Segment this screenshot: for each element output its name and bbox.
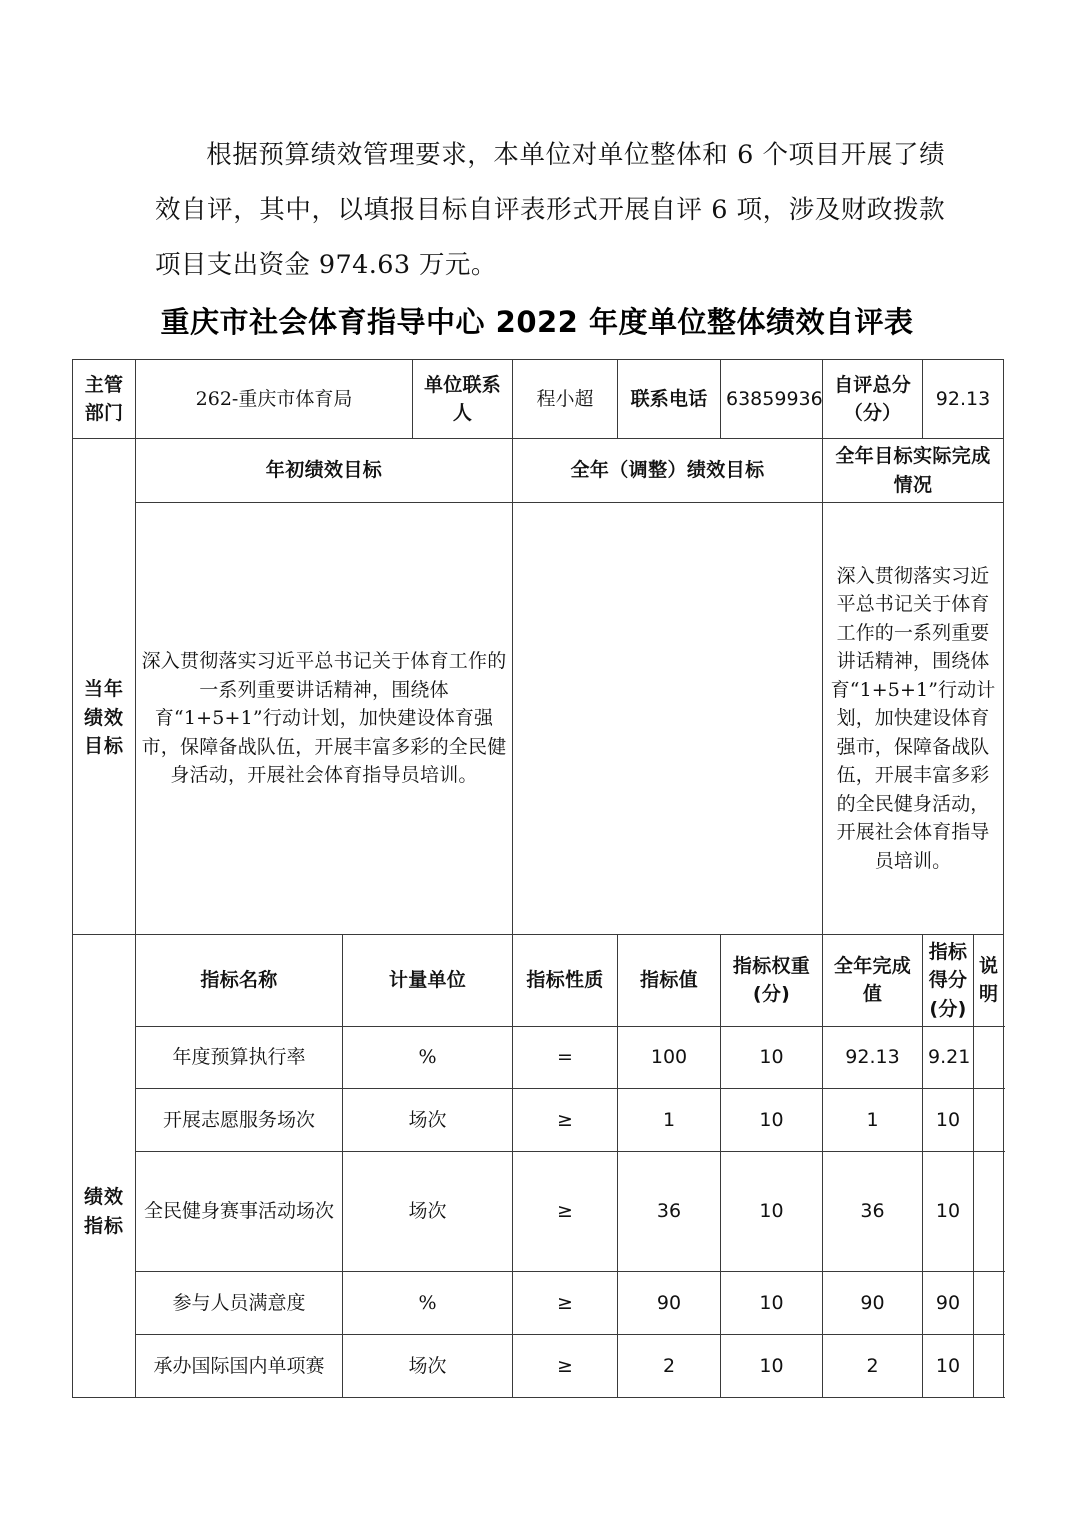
cell-unit: % [343,1272,513,1335]
cell-indicator-name: 全民健身赛事活动场次 [136,1152,343,1272]
cell-score: 10 [923,1152,974,1272]
cell-score: 10 [923,1335,974,1398]
cell-weight: 10 [721,1027,823,1089]
col-header-score [923,934,974,1027]
cell-weight: 10 [721,1089,823,1152]
contact-label: 单位联系人 [413,360,513,439]
col-header-nature: 指标性质 [513,934,618,1027]
col-header-weight-line1: 指标权重 [732,954,811,977]
cell-nature: ≥ [513,1152,618,1272]
cell-indicator-name: 年度预算执行率 [136,1027,343,1089]
table-row-indicator-headers [73,934,1004,1027]
goal-label-spacer [73,439,136,503]
cell-nature: ≥ [513,1272,618,1335]
dept-label-text: 主管部门 [84,373,124,424]
indicator-row-label-line1: 绩效 [83,1186,124,1209]
cell-indicator-name: 开展志愿服务场次 [136,1089,343,1152]
cell-target: 2 [618,1335,721,1398]
cell-score: 10 [923,1089,974,1152]
goal-header-initial: 年初绩效目标 [136,439,513,503]
cell-note [974,1089,1004,1152]
dept-value: 262-重庆市体育局 [136,360,413,439]
table-row [73,1152,1004,1272]
phone-value: 63859936 [721,360,823,439]
cell-nature: = [513,1027,618,1089]
table-row-goal-content [73,503,1004,935]
cell-target: 36 [618,1152,721,1272]
table-row-goal-headers [73,439,1004,503]
goal-initial-text: 深入贯彻落实习近平总书记关于体育工作的一系列重要讲话精神，围绕体育“1+5+1”行动计划，加快建设体育强市，保障备战队伍，开展丰富多彩的全民健身活动，开展社会体育指导员培训。 [136,503,513,935]
cell-target: 90 [618,1272,721,1335]
cell-note [974,1335,1004,1398]
dept-label [73,360,136,439]
total-score-label [823,360,923,439]
goal-header-adjusted: 全年（调整）绩效目标 [513,439,823,503]
indicator-row-label-line2: 指标 [83,1214,124,1237]
cell-nature: ≥ [513,1335,618,1398]
cell-actual: 2 [823,1335,923,1398]
cell-weight: 10 [721,1272,823,1335]
intro-paragraph [155,128,945,293]
cell-note [974,1152,1004,1272]
cell-actual: 1 [823,1089,923,1152]
cell-unit: % [343,1027,513,1089]
col-header-actual-line1: 全年完成 [833,954,912,977]
col-header-weight-line2: (分) [752,983,791,1006]
cell-indicator-name: 承办国际国内单项赛 [136,1335,343,1398]
col-header-actual [823,934,923,1027]
goal-row-label-line1: 当年 [83,678,124,701]
intro-text: 根据预算绩效管理要求，本单位对单位整体和 6 个项目开展了绩效自评，其中，以填报目标自评表形式开展自评 6 项，涉及财政拨款项目支出资金 974.63 万元。 [155,140,945,280]
cell-weight: 10 [721,1152,823,1272]
goal-row-label-line3: 目标 [83,735,124,758]
page-title: 重庆市社会体育指导中心 2022 年度单位整体绩效自评表 [160,305,914,339]
col-header-actual-line2: 值 [862,983,883,1006]
cell-target: 1 [618,1089,721,1152]
cell-actual: 90 [823,1272,923,1335]
col-header-score-line2: (分) [929,997,967,1020]
table-row-info [73,360,1004,439]
col-header-score-line1: 指标得分 [928,940,968,991]
cell-weight: 10 [721,1335,823,1398]
cell-nature: ≥ [513,1089,618,1152]
cell-target: 100 [618,1027,721,1089]
col-header-target: 指标值 [618,934,721,1027]
cell-actual: 92.13 [823,1027,923,1089]
phone-label: 联系电话 [618,360,721,439]
col-header-note: 说明 [974,934,1004,1027]
cell-note [974,1027,1004,1089]
total-score-value: 92.13 [923,360,1004,439]
col-header-weight [721,934,823,1027]
table-row [73,1335,1004,1398]
goal-row-label-line2: 绩效 [83,706,124,729]
cell-unit: 场次 [343,1335,513,1398]
total-score-label-line2: （分） [843,402,902,424]
table-row [73,1272,1004,1335]
goal-row-label [73,503,136,935]
cell-unit: 场次 [343,1089,513,1152]
cell-score: 90 [923,1272,974,1335]
col-header-name: 指标名称 [136,934,343,1027]
cell-score: 9.21 [923,1027,974,1089]
cell-unit: 场次 [343,1152,513,1272]
contact-value: 程小超 [513,360,618,439]
cell-indicator-name: 参与人员满意度 [136,1272,343,1335]
col-header-unit: 计量单位 [343,934,513,1027]
indicator-label-spacer [73,934,136,1027]
total-score-label-line1: 自评总分 [834,373,911,396]
goal-adjusted-text [513,503,823,935]
goal-header-actual: 全年目标实际完成情况 [823,439,1004,503]
cell-note [974,1272,1004,1335]
cell-actual: 36 [823,1152,923,1272]
indicator-row-label [73,1027,136,1398]
table-row [73,1027,1004,1089]
table-row [73,1089,1004,1152]
goal-actual-text: 深入贯彻落实习近平总书记关于体育工作的一系列重要讲话精神，围绕体育“1+5+1”行动计划，加快建设体育强市，保障备战队伍，开展丰富多彩的全民健身活动，开展社会体育指导员培训。 [823,503,1004,935]
performance-self-evaluation-table [72,359,1004,1398]
